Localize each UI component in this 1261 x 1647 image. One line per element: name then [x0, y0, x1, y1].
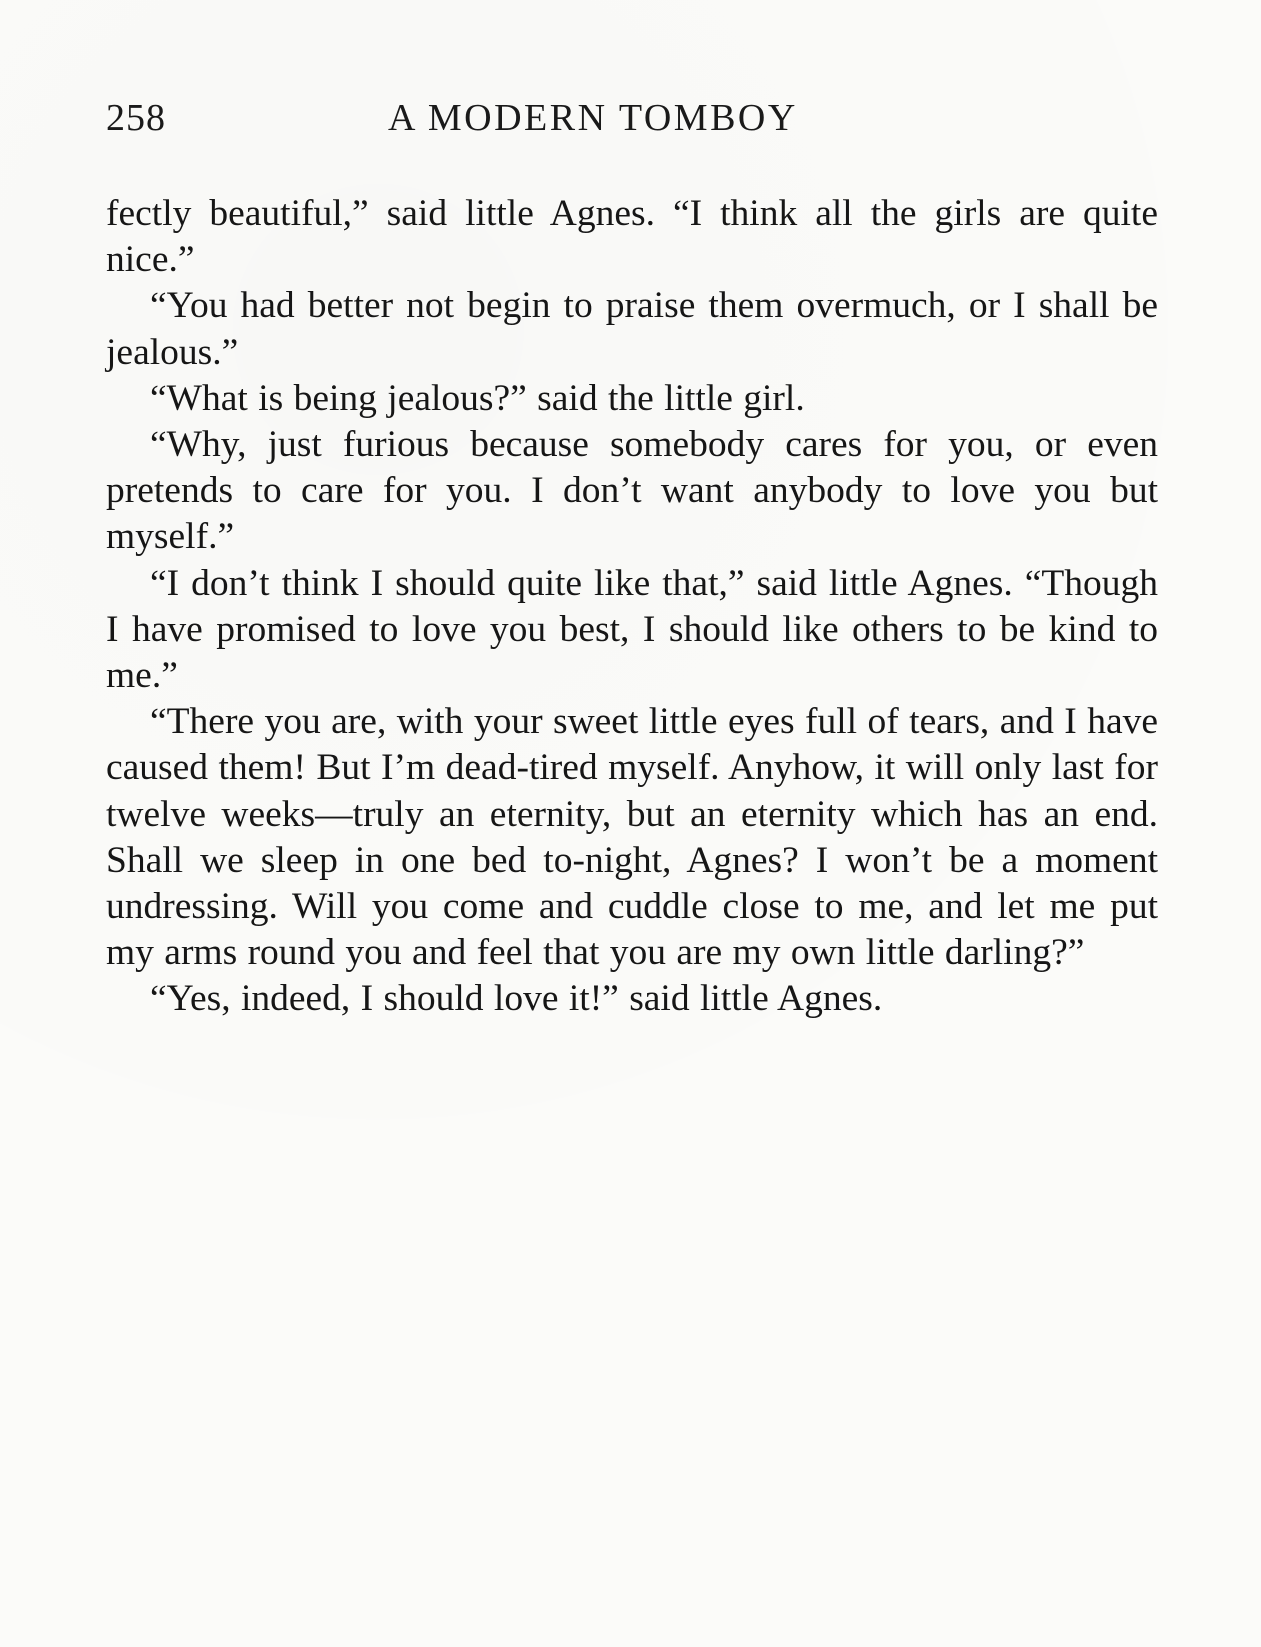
paragraph: “I don’t think I should quite like that,” said little Agnes. “Though I have promised to love you best, I should like others to be kind to me.”: [106, 562, 1158, 697]
page-number: 258: [106, 97, 166, 139]
running-title: A MODERN TOMBOY: [388, 97, 798, 139]
body-text: [106, 191, 1158, 1023]
paragraph: “Why, just furious because somebody cares for you, or even pretends to care for you. I don’t want anybody to love you but myself.”: [106, 424, 1158, 558]
paragraph: “Yes, indeed, I should love it!” said little Agnes.: [150, 978, 883, 1020]
paragraph: “There you are, with your sweet little eyes full of tears, and I have caused them! But I’m dead-tired myself. Anyhow, it will only last for twelve weeks—truly an eternity, but an eternity which has an end. Shall we sleep in one bed to-night, Agnes? I won’t be a moment undressing. Will you come and cuddle close to me, and let me put my arms round you and feel that you are my own little darling?”: [106, 701, 1158, 974]
page-header: [106, 96, 1158, 156]
paragraph: “You had better not begin to praise them overmuch, or I shall be jealous.”: [106, 285, 1158, 373]
paragraph: fectly beautiful,” said little Agnes. “I think all the girls are quite nice.”: [106, 193, 1158, 281]
paragraph: “What is being jealous?” said the little girl.: [150, 377, 805, 419]
